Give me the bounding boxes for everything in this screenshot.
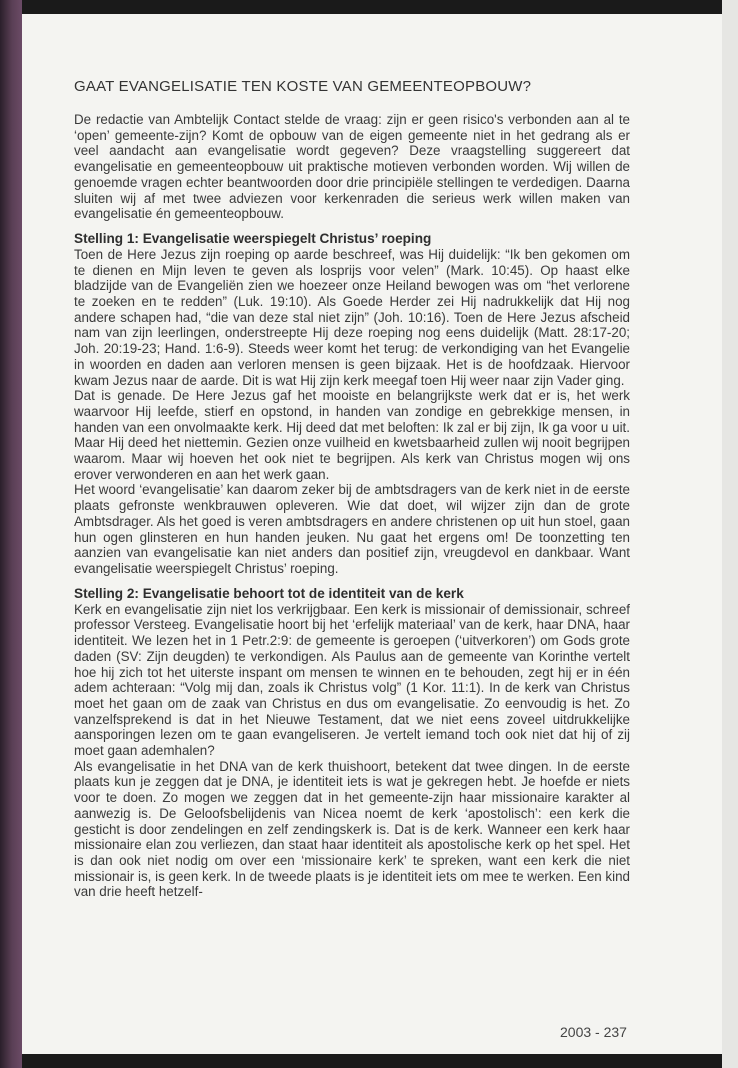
page-number: 2003 - 237 [560, 1024, 627, 1040]
article-body [74, 78, 630, 900]
page-edge [722, 0, 738, 1068]
section-1-heading: Stelling 1: Evangelisatie weerspiegelt Christus’ roeping [74, 230, 432, 246]
section-2-heading: Stelling 2: Evangelisatie behoort tot de identiteit van de kerk [74, 585, 464, 601]
article-title: GAAT EVANGELISATIE TEN KOSTE VAN GEMEENTEOPBOUW? [74, 78, 532, 95]
intro-paragraph: De redactie van Ambtelijk Contact stelde de vraag: zijn er geen risico's verbonden aan al te ‘open’ gemeente-zijn? Komt de opbouw van de eigen gemeente niet in het gedrang als er veel aandacht aan evangelisatie wordt gegeven? Deze vraagstelling suggereert dat evangelisatie en gemeenteopbouw uit praktische motieven verbonden worden. Wij willen de genoemde vragen echter beantwoorden door drie principiële stellingen te verdedigen. Daarna sluiten wij af met twee adviezen voor kerkenraden die serieus werk willen maken van evangelisatie én gemeenteopbouw. [74, 112, 630, 222]
section-2-paragraph-2: Als evangelisatie in het DNA van de kerk thuishoort, betekent dat twee dingen. In de eerste plaats kun je zeggen dat je DNA, je identiteit iets is wat je gekregen hebt. Je hoefde er niets voor te doen. Zo mogen we zeggen dat in het gemeente-zijn haar missionaire karakter al aanwezig is. De Geloofsbelijdenis van Nicea noemt de kerk ‘apostolisch’: een kerk die gesticht is door zendelingen en zelf zendingskerk is. Dat is de kerk. Wanneer een kerk haar missionaire elan zou verliezen, dan staat haar identiteit als apostolische kerk op het spel. Het is dan ook niet nodig om over een ‘missionaire kerk’ te spreken, want een kerk die niet missionair is, is geen kerk. In de tweede plaats is je identiteit iets om mee te werken. Een kind van drie heeft hetzelf- [74, 758, 630, 900]
section-1-paragraph-1: Toen de Here Jezus zijn roeping op aarde beschreef, was Hij duidelijk: “Ik ben gekomen om te dienen en Mijn leven te geven als losprijs voor velen” (Mark. 10:45). Op haast elke bladzijde van de Evangeliën zien we hoezeer onze Heiland bewogen was om “het verlorene te zoeken en te redden” (Luk. 19:10). Als Goede Herder zei Hij nadrukkelijk dat Hij nog andere schapen had, “die van deze stal niet zijn” (Joh. 10:16). Toen de Here Jezus afscheid nam van zijn leerlingen, onderstreepte Hij deze roeping nog eens duidelijk (Matt. 28:17-20; Joh. 20:19-23; Hand. 1:6-9). Steeds weer komt het terug: de verkondiging van het Evangelie in woorden en daden aan verloren mensen is geen bijzaak. Het is de hoofdzaak. Hiervoor kwam Jezus naar de aarde. Dit is wat Hij zijn kerk meegaf toen Hij weer naar zijn Vader ging. [74, 246, 630, 388]
binding-spine [0, 0, 22, 1068]
section-1-paragraph-3: Het woord ‘evangelisatie’ kan daarom zeker bij de ambtsdragers van de kerk niet in de eerste plaats gefronste wenkbrauwen opleveren. Wie dat doet, wil wijzer zijn dan de grote Ambtsdrager. Als het goed is veren ambtsdragers en andere christenen op uit hun stoel, gaan hun ogen glinsteren en hun handen jeuken. Nu gaat het ergens om! De toonzetting ten aanzien van evangelisatie kan niet anders dan positief zijn, vreugdevol en dankbaar. Want evangelisatie weerspiegelt Christus’ roeping. [74, 482, 630, 576]
section-1-paragraph-2: Dat is genade. De Here Jezus gaf het mooiste en belangrijkste werk dat er is, het werk waarvoor Hij leefde, stierf en opstond, in handen van zondige en gebrekkige mensen, in handen van een onvolmaakte kerk. Hij deed dat met beloften: Ik zal er bij zijn, Ik ga voor u uit. Maar Hij deed het niettemin. Gezien onze vuilheid en kwetsbaarheid zullen wij nooit begrijpen waarom. Maar wij hoeven het ook niet te begrijpen. Als kerk van Christus mogen wij ons erover verwonderen en aan het werk gaan. [74, 388, 630, 482]
section-2-paragraph-1: Kerk en evangelisatie zijn niet los verkrijgbaar. Een kerk is missionair of demissionair, schreef professor Versteeg. Evangelisatie hoort bij het ‘erfelijk materiaal’ van de kerk, haar DNA, haar identiteit. We lezen het in 1 Petr.2:9: de gemeente is geroepen (‘uitverkoren’) om Gods grote daden (SV: Zijn deugden) te verkondigen. Als Paulus aan de gemeente van Korinthe vertelt hoe hij zich tot het uiterste inspant om mensen te winnen en te behouden, zegt hij er in één adem achteraan: “Volg mij dan, zoals ik Christus volg” (1 Kor. 11:1). In de kerk van Christus moet het gaan om de zaak van Christus en dus om evangelisatie. Zo eenvoudig is het. Zo vanzelfsprekend is dat in het Nieuwe Testament, dat we niet eens zoveel uitdrukkelijke aansporingen lezen om te gaan evangeliseren. Je vertelt iemand toch ook niet dat hij of zij moet gaan ademhalen? [74, 601, 630, 759]
